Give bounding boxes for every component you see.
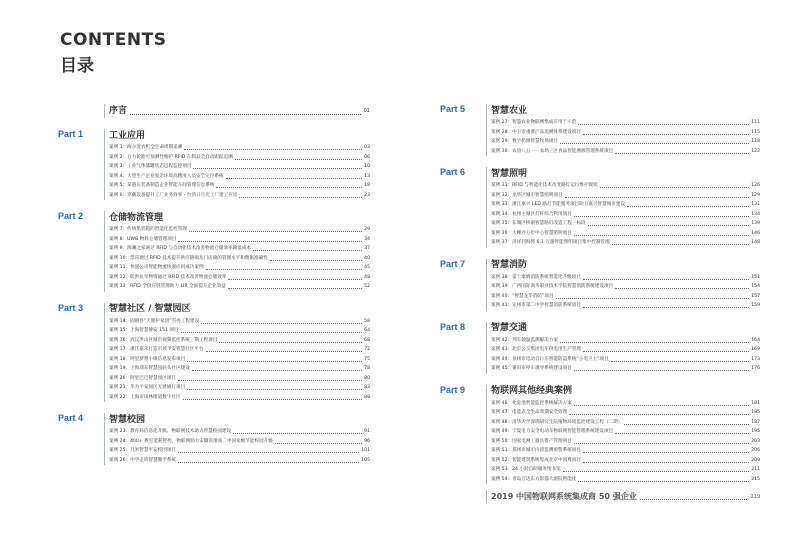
toc-item-page: 03 <box>364 145 370 150</box>
toc-item-title: 案例 16：武汉洪山区城市视频监控系统三期工程项目 <box>109 337 218 343</box>
toc-item[interactable] <box>491 301 760 311</box>
toc-item-page: 195 <box>751 429 760 434</box>
toc-item-title: 案例 40：“智慧龙华消防”项目 <box>491 293 554 299</box>
part-label: Part 8 <box>440 321 466 332</box>
dot-leader <box>600 183 749 188</box>
toc-section <box>58 104 370 118</box>
toc-item-title: 案例 32：龙华区城市智慧照明项目 <box>491 192 563 198</box>
dot-leader <box>556 294 750 299</box>
toc-item-title: 案例 54：青岛万达东方影都大剧院智能化 <box>491 476 577 482</box>
toc-item-page: 164 <box>751 337 760 343</box>
toc-item-title: 案例 50：国家电网工器具资产管理项目 <box>491 438 572 444</box>
toc-item[interactable] <box>491 229 760 239</box>
toc-item-page: 118 <box>751 139 760 144</box>
toc-item-title: 案例 24：400+ 教室能耗智控，物联网助力安徽省淮南二中国家级节能校园升级 <box>109 438 273 444</box>
dot-leader <box>178 448 359 453</box>
section-title-text: 智慧社区 / 智慧园区 <box>109 304 191 314</box>
toc-item[interactable] <box>491 418 760 428</box>
dot-leader <box>216 183 362 188</box>
dot-leader <box>235 155 362 160</box>
dot-leader <box>275 439 362 444</box>
toc-item-title: 案例 29：数字奶源智慧牧场项目 <box>491 139 559 144</box>
toc-item[interactable] <box>491 181 760 191</box>
toc-item-page: 111 <box>751 120 760 125</box>
toc-item[interactable] <box>491 446 760 456</box>
toc-section <box>440 104 760 156</box>
toc-item-title: 案例 52：智能建筑系统集成北京中国尊项目 <box>491 457 581 463</box>
toc-item-title: 案例 23：教育局信息化升级、物联网技术助力智慧校园建设 <box>109 429 232 434</box>
part-label: Part 3 <box>58 302 84 313</box>
toc-item-title: 案例 10：票乐通过 RFID 技术提升供应链端及门店端的管理水平和数据准确性 <box>109 255 268 261</box>
section-title[interactable] <box>109 104 370 118</box>
toc-item[interactable] <box>491 364 760 374</box>
section-title-text: 智慧校园 <box>109 414 146 425</box>
toc-item-title: 案例 12：防洪抗旱物资通过 RFID 技术改善物流仓储效率 <box>109 274 227 280</box>
dot-leader <box>226 174 363 179</box>
section-gap <box>440 156 760 167</box>
toc-item-page: 29 <box>364 227 370 232</box>
toc-item-page: 45 <box>364 265 370 270</box>
toc-item-page: 173 <box>751 356 760 362</box>
contents-heading-cn: 目录 <box>60 56 94 76</box>
toc-item-title: 案例 42：列车轴温监测解决方案 <box>491 337 559 343</box>
section-title-text: 仓储物流管理 <box>109 212 164 223</box>
right-column <box>440 104 760 503</box>
toc-item-page: 159 <box>751 303 760 308</box>
toc-item[interactable] <box>109 172 370 182</box>
part-label: Part 2 <box>58 211 84 221</box>
toc-item-page: 64 <box>364 328 370 333</box>
dot-leader <box>588 221 750 226</box>
dot-leader <box>187 357 362 362</box>
dot-leader <box>270 256 362 261</box>
toc-item-page: 206 <box>751 448 760 453</box>
toc-item-title: 案例 27：智慧农业物联网集成应用于示范 <box>491 120 577 125</box>
section-body <box>104 104 370 118</box>
toc-item-page: 203 <box>751 438 760 444</box>
toc-item-title: 案例 14：固镇县“天眼护家园”雪亮工程建设 <box>109 318 200 324</box>
toc-item[interactable] <box>491 465 760 475</box>
dot-leader <box>253 246 362 251</box>
section-title-text: 智慧消防 <box>491 260 528 270</box>
toc-section <box>58 211 370 292</box>
toc-item[interactable] <box>109 437 370 447</box>
toc-item-page: 185 <box>751 410 760 415</box>
toc-item[interactable] <box>491 200 760 210</box>
toc-item-page: 115 <box>751 129 760 135</box>
dot-leader <box>583 130 749 135</box>
toc-item[interactable] <box>109 456 370 466</box>
dot-leader <box>178 458 359 463</box>
dot-leader <box>560 338 749 343</box>
toc-item-title: 案例 30：农垦八五一一农场三区食品智能溯源管理系统项目 <box>491 148 614 154</box>
section-title-text: 物联网其他经典案例 <box>491 386 573 396</box>
dot-leader <box>181 328 363 333</box>
dot-leader <box>574 231 749 236</box>
toc-item-page: 139 <box>751 221 760 226</box>
toc-item-title: 案例 28：中卫市重要产品追溯体系建设项目 <box>491 129 581 135</box>
section-body <box>104 413 370 465</box>
toc-item[interactable] <box>491 427 760 437</box>
toc-section <box>440 259 760 311</box>
toc-item-page: 126 <box>751 183 760 188</box>
section-body <box>104 211 370 292</box>
toc-item[interactable] <box>109 235 370 245</box>
toc-item-title: 案例 2：万力轮胎可预测性维护 RFID 在制品全自动跟踪追溯 <box>109 154 233 160</box>
dot-leader <box>583 303 749 308</box>
toc-item-title: 案例 31：RFID 与智能化技术改变路灯运行维护现状 <box>491 183 598 188</box>
part-label: Part 6 <box>440 167 466 177</box>
toc-item[interactable] <box>491 355 760 365</box>
section-title[interactable] <box>491 167 760 181</box>
toc-item[interactable] <box>491 137 760 147</box>
dot-leader <box>583 448 749 453</box>
toc-item[interactable] <box>109 225 370 235</box>
toc-item-title: 案例 53：24 小时自助服务图书馆 <box>491 467 561 472</box>
dot-leader <box>615 149 749 154</box>
toc-item[interactable] <box>491 408 760 418</box>
toc-item-page: 131 <box>751 202 760 207</box>
toc-item-title: 案例 43：北京公交集团电车供电用生产管理 <box>491 347 581 352</box>
toc-item-page: 134 <box>751 211 760 217</box>
dot-leader <box>563 467 749 472</box>
toc-item-page: 151 <box>751 274 760 280</box>
section-gap <box>440 374 760 385</box>
section-title-text: 智慧农业 <box>491 105 528 116</box>
toc-item-page: 23 <box>364 192 370 198</box>
toc-item[interactable] <box>491 345 760 355</box>
toc-item[interactable] <box>491 437 760 447</box>
dot-leader <box>178 237 362 242</box>
dot-leader <box>574 401 749 406</box>
toc-item-page: 122 <box>751 148 760 154</box>
toc-item-title: 案例 25：几米智慧平安校园项目 <box>109 448 177 453</box>
dot-leader <box>612 240 750 245</box>
dot-leader <box>560 139 749 144</box>
toc-item-page: 58 <box>364 318 370 324</box>
dot-leader <box>583 275 749 280</box>
section-title[interactable] <box>491 322 760 336</box>
toc-item[interactable] <box>109 244 370 254</box>
section-gap <box>440 311 760 322</box>
dot-leader <box>611 357 749 362</box>
toc-item-page: 146 <box>751 230 760 236</box>
toc-item[interactable] <box>491 238 760 248</box>
toc-item-page: 154 <box>751 284 760 289</box>
toc-item[interactable] <box>109 326 370 336</box>
toc-item-page: 72 <box>364 347 370 352</box>
toc-item-page: 129 <box>751 192 760 198</box>
toc-item[interactable] <box>491 219 760 229</box>
dot-leader <box>615 429 749 434</box>
dot-leader <box>130 108 361 115</box>
toc-item-page: 105 <box>361 457 370 463</box>
toc-item[interactable] <box>109 153 370 163</box>
toc-item[interactable] <box>491 118 760 128</box>
toc-item[interactable] <box>109 446 370 456</box>
section-title[interactable] <box>109 211 370 225</box>
dot-leader <box>189 227 362 232</box>
dot-leader <box>187 385 362 390</box>
toc-item-title: 案例 36：大柳沙万年中心智慧照明项目 <box>491 230 572 236</box>
dot-leader <box>206 347 363 352</box>
toc-item-page: 157 <box>751 293 760 299</box>
dot-leader <box>578 120 749 125</box>
toc-item-title: 案例 5：某港压装备制造企业智能车间管理信息系统 <box>109 183 215 188</box>
toc-item[interactable] <box>109 273 370 283</box>
toc-item[interactable] <box>491 475 760 485</box>
section-gap <box>440 248 760 259</box>
section-body <box>486 259 760 311</box>
part-label: Part 1 <box>58 129 84 139</box>
dot-leader <box>569 410 749 415</box>
toc-item[interactable] <box>491 128 760 138</box>
section-title-text: 智慧交通 <box>491 323 528 333</box>
toc-item[interactable] <box>491 147 760 157</box>
toc-item-page: 80 <box>364 375 370 381</box>
toc-item[interactable] <box>109 345 370 355</box>
dot-leader <box>574 439 749 444</box>
toc-item-page: 52 <box>364 284 370 289</box>
toc-item[interactable] <box>491 191 760 201</box>
toc-item[interactable] <box>109 374 370 384</box>
toc-item-page: 34 <box>364 236 370 242</box>
toc-item-page: 187 <box>751 419 760 425</box>
toc-item-page: 169 <box>751 347 760 352</box>
toc-item-title: 案例 46：化危池智能监控系统解决方案 <box>491 400 572 406</box>
dot-leader <box>583 347 749 352</box>
dot-leader <box>640 494 748 500</box>
toc-item-title: 案例 18：阿里梦想小镇信息发布项目 <box>109 356 186 362</box>
toc-item-title: 案例 51：郑州市城市内涝监测预警系统项目 <box>491 448 581 453</box>
final-section <box>486 490 760 503</box>
toc-section <box>58 303 370 403</box>
toc-item-page: 148 <box>751 240 760 245</box>
toc-item[interactable] <box>491 282 760 292</box>
toc-item[interactable] <box>109 427 370 437</box>
contents-heading: CONTENTS <box>60 30 167 50</box>
toc-section <box>440 167 760 248</box>
section-title-text: 序言 <box>109 105 128 116</box>
toc-item-page: 211 <box>751 467 760 472</box>
dot-leader <box>233 429 362 434</box>
dot-leader <box>578 477 749 482</box>
toc-item-page: 75 <box>364 356 370 362</box>
toc-item-title: 案例 49：宁夏电力安全电动车物联网智能管理系统建设项目 <box>491 429 614 434</box>
dot-leader <box>574 366 749 371</box>
toc-item-page: 68 <box>364 337 370 343</box>
section-title-text: 智慧照明 <box>491 168 528 179</box>
dot-leader <box>565 193 750 198</box>
part-label: Part 9 <box>440 384 466 395</box>
dot-leader <box>228 284 362 289</box>
toc-item[interactable] <box>109 364 370 374</box>
toc-item[interactable] <box>109 254 370 264</box>
toc-item-page: 78 <box>364 366 370 371</box>
dot-leader <box>219 338 362 343</box>
part-label: Part 7 <box>440 258 466 269</box>
dot-leader <box>192 366 362 371</box>
toc-section <box>58 413 370 465</box>
section-page: 01 <box>363 107 370 114</box>
toc-item-title: 案例 20：阿里巴巴智慧园区项目 <box>109 375 177 381</box>
dot-leader <box>184 145 362 150</box>
toc-item-title: 案例 4：大型生产企业复杂环境高精度人员安全定位系统 <box>109 173 224 179</box>
final-entry[interactable] <box>491 490 760 503</box>
toc-item-title: 案例 44：泉州市电动自行车智能防盗系统“小电卫士”项目 <box>491 356 609 362</box>
toc-item-title: 案例 1：海尔洗衣机全生命周期追溯 <box>109 145 183 150</box>
toc-item-title: 案例 45：莆田市停车诱导系统建设项目 <box>491 366 572 371</box>
toc-item[interactable] <box>109 383 370 393</box>
dot-leader <box>239 193 362 198</box>
part-label: Part 4 <box>58 413 84 423</box>
toc-item-title: 案例 34：杭州主城区灯杆综合利用项目 <box>491 211 572 217</box>
toc-item-page: 176 <box>751 366 760 371</box>
section-gap <box>58 118 370 129</box>
section-gap <box>58 402 370 413</box>
section-body <box>486 322 760 374</box>
toc-item-title: 案例 8：UWB 物料仓储管理项目 <box>109 236 177 242</box>
toc-item-page: 13 <box>364 173 370 179</box>
toc-item-title: 案例 39：广西国际商务职业技术学院智慧消防系统建设项目 <box>491 284 614 289</box>
toc-item-title: 案例 3：工业气体储罐状态远程监控项目 <box>109 164 192 169</box>
toc-item-page: 181 <box>751 400 760 406</box>
section-title[interactable] <box>109 413 370 427</box>
toc-item[interactable] <box>109 355 370 365</box>
toc-item[interactable] <box>109 336 370 346</box>
left-column <box>58 104 370 465</box>
toc-item-title: 案例 35：东城区桥洞智慧路灯改造工程一标段 <box>491 221 586 226</box>
dot-leader <box>615 284 749 289</box>
dot-leader <box>206 265 363 270</box>
section-title[interactable] <box>109 129 370 143</box>
dot-leader <box>574 212 749 217</box>
dot-leader <box>201 319 362 324</box>
toc-section <box>58 129 370 200</box>
toc-item[interactable] <box>109 181 370 191</box>
toc-item-page: 101 <box>361 448 370 453</box>
toc-item-title: 案例 13：RFID 全供应链管理助力 LIR 全面提升企业效益 <box>109 284 226 289</box>
dot-leader <box>193 164 362 169</box>
toc-item[interactable] <box>109 162 370 172</box>
toc-item-title: 案例 38：雷士康姆消防系统智能化升级项目 <box>491 274 581 280</box>
dot-leader <box>228 275 362 280</box>
toc-item-title: 案例 47：电能表全生命周期安全管理 <box>491 410 568 415</box>
toc-item[interactable] <box>491 273 760 283</box>
toc-item[interactable] <box>491 456 760 466</box>
toc-item-title: 案例 17：浙江嘉禾打造市域平安智慧社区平台 <box>109 347 204 352</box>
toc-item-title: 案例 37：济祥刊海将 6.1 万盏智能照明项目集中控制管理 <box>491 240 610 245</box>
section-gap <box>58 200 370 211</box>
toc-item-page: 96 <box>364 438 370 444</box>
toc-item[interactable] <box>109 143 370 153</box>
section-body <box>486 104 760 156</box>
toc-item-title: 案例 19：上海浦东智慧园码头社区建设 <box>109 366 190 371</box>
toc-item-title: 案例 15：上海智慧静安 151 项目 <box>109 328 179 333</box>
toc-item[interactable] <box>491 399 760 409</box>
toc-item-title: 案例 26：中学走班智慧教学系统 <box>109 457 177 463</box>
dot-leader <box>178 376 362 381</box>
final-page: 219 <box>750 493 760 500</box>
toc-item[interactable] <box>109 393 370 403</box>
toc-item-title: 案例 22：上海市田林街道数字社区 <box>109 394 181 400</box>
section-title[interactable] <box>491 104 760 118</box>
section-title[interactable] <box>491 259 760 273</box>
toc-item[interactable] <box>109 191 370 201</box>
dot-leader <box>583 458 749 463</box>
toc-item-title: 案例 6：穿戴设备提升工厂业务效率 - 台湾日月光工厂建工应用 <box>109 192 238 198</box>
toc-item[interactable] <box>109 317 370 327</box>
section-gap <box>58 292 370 303</box>
toc-item-title: 案例 9：海澜之家通过 RFID 与自动化技术改善物流仓储效率降低成本 <box>109 246 252 251</box>
toc-item-title: 案例 48：清华大学深圳研究生院植物环境监控建设工程（二期） <box>491 419 623 425</box>
section-title[interactable] <box>491 385 760 399</box>
toc-item-page: 37 <box>364 246 370 251</box>
toc-item-title: 案例 11：快递公司智能物流快递应用成功案例 <box>109 265 204 270</box>
toc-item-page: 83 <box>364 385 370 390</box>
dot-leader <box>627 202 749 207</box>
toc-item-title: 案例 7：传统集装箱的智能化监控管理 <box>109 227 187 232</box>
section-body <box>486 385 760 485</box>
dot-leader <box>624 420 749 425</box>
part-label: Part 5 <box>440 104 466 114</box>
toc-item-page: 40 <box>364 255 370 261</box>
toc-section <box>440 385 760 485</box>
toc-section <box>440 322 760 374</box>
toc-item-title: 案例 33：浙江嘉兴 LED 路灯节能服务项目助力嘉兴智慧城市建设 <box>491 202 626 207</box>
toc-item[interactable] <box>491 292 760 302</box>
toc-item-page: 91 <box>364 429 370 434</box>
final-title: 2019 中国物联网系统集成商 50 强企业 <box>491 492 637 501</box>
toc-item-page: 48 <box>364 274 370 280</box>
section-title[interactable] <box>109 303 370 317</box>
toc-item[interactable] <box>109 282 370 292</box>
section-body <box>486 167 760 248</box>
toc-item-page: 18 <box>364 183 370 188</box>
toc-item[interactable] <box>491 210 760 220</box>
section-body <box>104 303 370 403</box>
toc-item-title: 案例 41：定州市第二中学智慧消防系统项目 <box>491 303 581 308</box>
toc-item-page: 06 <box>364 154 370 160</box>
toc-item-page: 209 <box>751 457 760 463</box>
toc-item-page: 88 <box>364 394 370 400</box>
toc-item-title: 案例 21：华为平安园区无感通行项目 <box>109 385 186 390</box>
toc-item-page: 10 <box>364 164 370 169</box>
dot-leader <box>183 395 363 400</box>
section-title-text: 工业应用 <box>109 130 146 141</box>
toc-item-page: 215 <box>751 476 760 482</box>
toc-item[interactable] <box>491 336 760 346</box>
toc-item[interactable] <box>109 263 370 273</box>
section-body <box>104 129 370 200</box>
